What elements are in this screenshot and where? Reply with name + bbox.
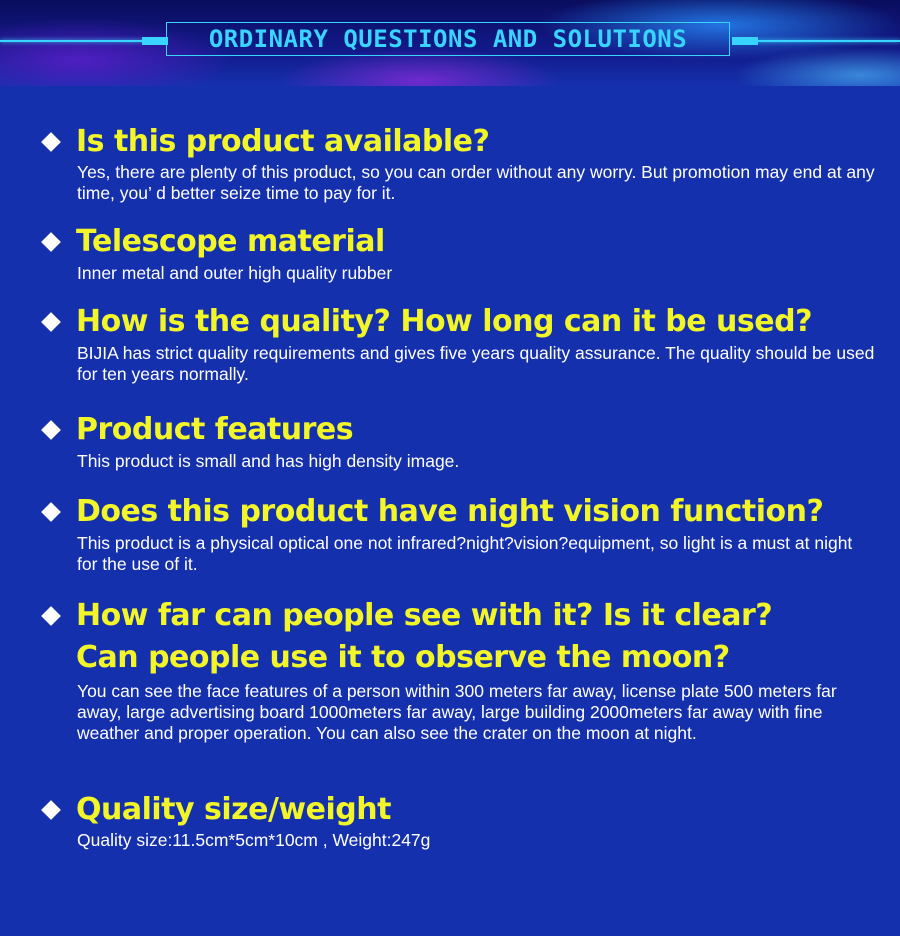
faq-question-line2: Can people use it to observe the moon? <box>76 640 730 675</box>
banner-cap-right <box>732 37 758 45</box>
banner-title-box <box>166 22 730 56</box>
faq-answer: Quality size:11.5cm*5cm*10cm , Weight:247g <box>77 830 431 850</box>
header-banner <box>0 0 900 86</box>
faq-question: How is the quality? How long can it be used? <box>76 304 812 339</box>
faq-answer: You can see the face features of a person within 300 meters far away, license plate 500 meters far away, large advertising board 1000meters far away, large building 2000meters far away with fine weather and proper operation. You can also see the crater on the moon at night. <box>77 681 837 743</box>
faq-question: How far can people see with it? Is it clear? <box>76 598 773 633</box>
diamond-bullet-icon <box>41 132 61 152</box>
banner-title: ORDINARY QUESTIONS AND SOLUTIONS <box>208 25 688 53</box>
banner-line-left <box>0 40 145 42</box>
faq-item-availability <box>0 122 900 203</box>
faq-item-range <box>0 596 900 743</box>
diamond-bullet-icon <box>41 606 61 626</box>
diamond-bullet-icon <box>41 420 61 440</box>
faq-question: Does this product have night vision function? <box>76 494 824 529</box>
banner-cap-left <box>142 37 168 45</box>
faq-question: Product features <box>76 412 354 447</box>
faq-answer: This product is small and has high density image. <box>77 451 460 471</box>
faq-item-size-weight <box>0 790 900 850</box>
faq-question: Telescope material <box>76 224 385 259</box>
faq-item-night-vision <box>0 492 900 574</box>
faq-item-quality <box>0 302 900 384</box>
faq-answer: BIJIA has strict quality requirements and gives five years quality assurance. The quality should be used for ten years normally. <box>77 343 875 384</box>
faq-item-features <box>0 410 900 471</box>
faq-item-material <box>0 222 900 283</box>
diamond-bullet-icon <box>41 800 61 820</box>
faq-question: Quality size/weight <box>76 792 391 827</box>
diamond-bullet-icon <box>41 232 61 252</box>
faq-answer: This product is a physical optical one not infrared?night?vision?equipment, so light is a must at night for the use of it. <box>77 533 853 574</box>
diamond-bullet-icon <box>41 502 61 522</box>
banner-line-right <box>756 40 900 42</box>
faq-question: Is this product available? <box>76 124 490 159</box>
faq-answer: Inner metal and outer high quality rubber <box>77 263 393 283</box>
faq-answer: Yes, there are plenty of this product, so you can order without any worry. But promotion may end at any time, you’ d better seize time to pay for it. <box>77 162 875 203</box>
diamond-bullet-icon <box>41 312 61 332</box>
